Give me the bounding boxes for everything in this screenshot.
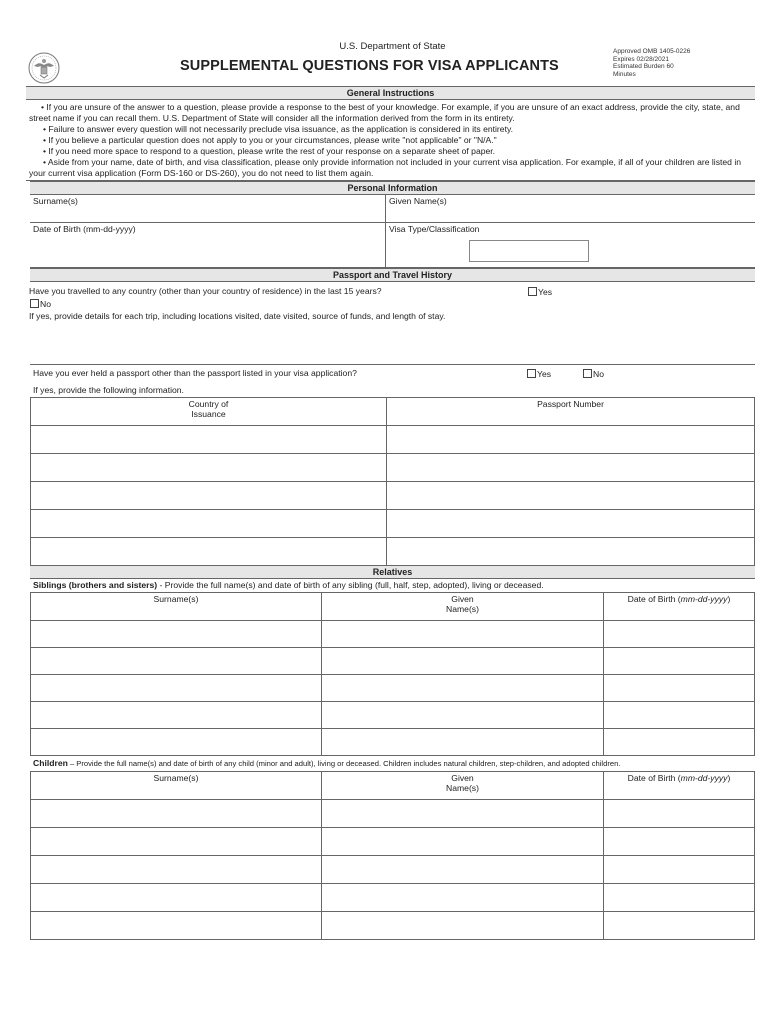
siblings-label: Siblings (brothers and sisters) - Provide the full name(s) and date of birth of any sibling (full, half, step, adopted), living or deceased. (30, 579, 755, 593)
table-cell[interactable] (31, 884, 322, 912)
table-cell[interactable] (604, 856, 755, 884)
table-cell[interactable] (31, 648, 322, 675)
table-cell[interactable] (322, 828, 604, 856)
table-cell[interactable] (31, 729, 322, 756)
table-cell[interactable] (387, 510, 755, 538)
travel-detail-text: If yes, provide details for each trip, including locations visited, date visited, source of funds, and length of stay. (29, 311, 446, 321)
col-surname-header: Surname(s) (31, 772, 322, 800)
table-cell[interactable] (31, 828, 322, 856)
col-surname-header: Surname(s) (31, 593, 322, 621)
table-cell[interactable] (604, 621, 755, 648)
relatives-heading: Relatives (30, 565, 755, 579)
department-name: U.S. Department of State (339, 41, 446, 52)
form-header (0, 0, 770, 86)
table-cell[interactable] (322, 729, 604, 756)
other-passport-text: Have you ever held a passport other than the passport listed in your visa application? (33, 368, 357, 378)
passport-table (30, 397, 755, 566)
form-body (30, 86, 755, 940)
table-cell[interactable] (31, 482, 387, 510)
col-country-header: Country of Issuance (31, 398, 387, 426)
table-cell[interactable] (387, 482, 755, 510)
yes-checkbox[interactable] (527, 369, 536, 378)
general-instructions: • If you are unsure of the answer to a question, please provide a response to the best of your knowledge. For example, if you are unsure of an exact address, provide the city, state, and street name if you can recall them. U.S. Department of State will consider all the information derived from the form in its entirety. • Failure to answer every question will not necessarily preclude visa issuance, as the application is considered in its entirety. • If you believe a particular question does not apply to you or your circumstances, please write "not applicable" or "N/A." • If you need more space to respond to a question, please write the rest of your response on a separate sheet of paper. • Aside from your name, date of birth, and visa classification, please only provide information not included in your current visa application. For example, if all of your children are listed in your current visa application (Form DS-160 or DS-260), you do not need to list them again. (26, 100, 755, 181)
table-cell[interactable] (31, 800, 322, 828)
travel-yes-option[interactable]: Yes (528, 287, 552, 297)
table-cell[interactable] (604, 729, 755, 756)
table-cell[interactable] (387, 426, 755, 454)
yes-checkbox[interactable] (528, 287, 537, 296)
omb-info: Approved OMB 1405-0226 Expires 02/28/2021 Estimated Burden 60 Minutes (613, 48, 691, 78)
table-cell[interactable] (322, 621, 604, 648)
table-cell[interactable] (604, 912, 755, 940)
personal-info-heading: Personal Information (30, 181, 755, 195)
table-cell[interactable] (604, 648, 755, 675)
visa-type-input[interactable] (469, 240, 589, 262)
travel-no-option[interactable]: No (30, 299, 51, 309)
form-title: SUPPLEMENTAL QUESTIONS FOR VISA APPLICANTS (180, 58, 559, 74)
children-label: Children – Provide the full name(s) and date of birth of any child (minor and adult), living or deceased. Children includes natural children, step-children, and adopted children. (30, 756, 755, 772)
table-cell[interactable] (322, 702, 604, 729)
table-cell[interactable] (604, 702, 755, 729)
no-checkbox[interactable] (583, 369, 592, 378)
col-dob-header: Date of Birth (mm-dd-yyyy) (604, 593, 755, 621)
table-cell[interactable] (31, 912, 322, 940)
name-row (30, 195, 755, 223)
table-cell[interactable] (322, 884, 604, 912)
col-given-header: Given Name(s) (322, 593, 604, 621)
table-cell[interactable] (322, 912, 604, 940)
col-dob-header: Date of Birth (mm-dd-yyyy) (604, 772, 755, 800)
given-name-field[interactable]: Given Name(s) (385, 195, 755, 222)
passport-no-option[interactable]: No (583, 369, 604, 379)
table-cell[interactable] (31, 538, 387, 566)
table-cell[interactable] (322, 856, 604, 884)
table-cell[interactable] (322, 675, 604, 702)
state-department-seal-icon (28, 52, 60, 84)
col-given-header: Given Name(s) (322, 772, 604, 800)
no-checkbox[interactable] (30, 299, 39, 308)
table-cell[interactable] (604, 828, 755, 856)
other-passport-detail: If yes, provide the following information. (33, 385, 184, 395)
table-cell[interactable] (604, 884, 755, 912)
dob-field[interactable]: Date of Birth (mm-dd-yyyy) (33, 224, 136, 234)
table-cell[interactable] (322, 648, 604, 675)
table-cell[interactable] (31, 702, 322, 729)
table-cell[interactable] (31, 621, 322, 648)
children-table (30, 771, 755, 940)
table-cell[interactable] (31, 675, 322, 702)
passport-yes-option[interactable]: Yes (527, 369, 551, 379)
table-cell[interactable] (387, 538, 755, 566)
visa-type-cell: Visa Type/Classification (385, 223, 755, 267)
table-cell[interactable] (31, 454, 387, 482)
dob-visa-row (30, 223, 755, 268)
travel-question (30, 282, 755, 365)
table-cell[interactable] (387, 454, 755, 482)
table-cell[interactable] (322, 800, 604, 828)
col-passport-number-header: Passport Number (387, 398, 755, 426)
table-cell[interactable] (31, 856, 322, 884)
table-cell[interactable] (31, 510, 387, 538)
general-instructions-heading: General Instructions (26, 86, 755, 100)
table-cell[interactable] (604, 800, 755, 828)
table-cell[interactable] (31, 426, 387, 454)
passport-heading: Passport and Travel History (30, 268, 755, 282)
table-cell[interactable] (604, 675, 755, 702)
surname-field[interactable]: Surname(s) (33, 196, 78, 206)
other-passport-question (30, 365, 755, 398)
siblings-table (30, 592, 755, 756)
travel-question-text: Have you travelled to any country (other than your country of residence) in the last 15 years? (29, 286, 382, 296)
